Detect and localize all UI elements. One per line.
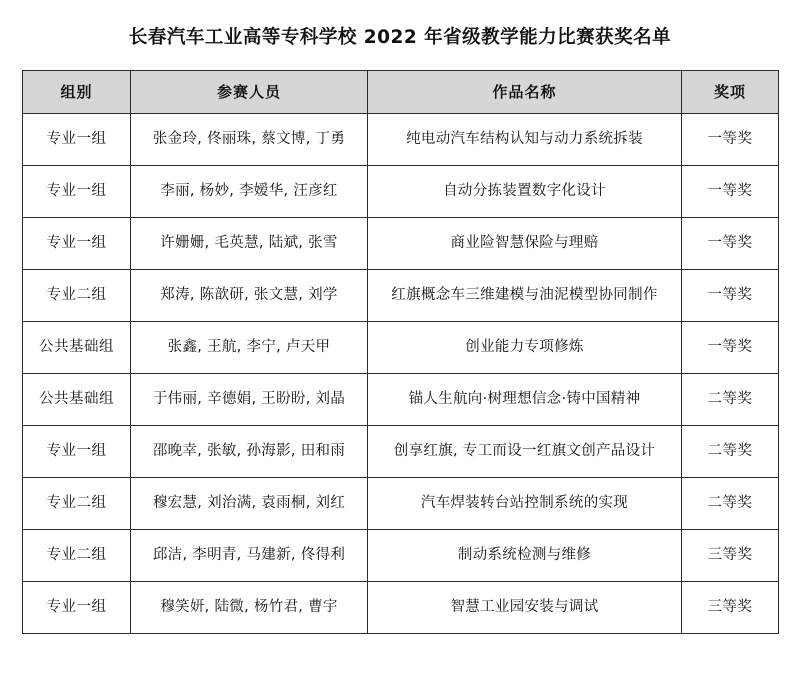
award-table <box>22 70 779 634</box>
cell-work: 纯电动汽车结构认知与动力系统拆装 <box>368 114 682 166</box>
cell-members: 邵晚幸, 张敏, 孙海影, 田和雨 <box>131 426 368 478</box>
cell-award: 一等奖 <box>682 322 779 374</box>
cell-members: 李丽, 杨妙, 李嫒华, 汪彦红 <box>131 166 368 218</box>
cell-work: 智慧工业园安装与调试 <box>368 582 682 634</box>
table-row <box>23 582 779 634</box>
column-header-award: 奖项 <box>682 71 779 114</box>
cell-group: 专业二组 <box>23 530 131 582</box>
table-row <box>23 374 779 426</box>
cell-award: 二等奖 <box>682 478 779 530</box>
table-row <box>23 322 779 374</box>
cell-group: 专业一组 <box>23 582 131 634</box>
table-row <box>23 478 779 530</box>
table-body <box>23 114 779 634</box>
table-row <box>23 426 779 478</box>
table-row <box>23 530 779 582</box>
column-header-members: 参赛人员 <box>131 71 368 114</box>
cell-group: 专业一组 <box>23 426 131 478</box>
table-row <box>23 114 779 166</box>
cell-members: 邱洁, 李明青, 马建新, 佟得利 <box>131 530 368 582</box>
cell-members: 张鑫, 王航, 李宁, 卢天甲 <box>131 322 368 374</box>
table-header-row <box>23 71 779 114</box>
cell-award: 一等奖 <box>682 166 779 218</box>
cell-group: 公共基础组 <box>23 322 131 374</box>
cell-group: 专业二组 <box>23 478 131 530</box>
cell-members: 张金玲, 佟丽珠, 蔡文博, 丁勇 <box>131 114 368 166</box>
cell-group: 公共基础组 <box>23 374 131 426</box>
cell-award: 一等奖 <box>682 218 779 270</box>
table-row <box>23 166 779 218</box>
cell-award: 二等奖 <box>682 374 779 426</box>
cell-members: 穆宏慧, 刘治满, 袁雨桐, 刘红 <box>131 478 368 530</box>
cell-award: 三等奖 <box>682 582 779 634</box>
table-row <box>23 218 779 270</box>
cell-members: 穆笑妍, 陆微, 杨竹君, 曹宇 <box>131 582 368 634</box>
cell-work: 红旗概念车三维建模与油泥模型协同制作 <box>368 270 682 322</box>
cell-work: 汽车焊装转台站控制系统的实现 <box>368 478 682 530</box>
cell-group: 专业一组 <box>23 218 131 270</box>
table-header <box>23 71 779 114</box>
cell-award: 三等奖 <box>682 530 779 582</box>
cell-group: 专业一组 <box>23 166 131 218</box>
cell-work: 自动分拣装置数字化设计 <box>368 166 682 218</box>
cell-members: 许姗姗, 毛英慧, 陆斌, 张雪 <box>131 218 368 270</box>
cell-group: 专业二组 <box>23 270 131 322</box>
cell-work: 锚人生航向·树理想信念·铸中国精神 <box>368 374 682 426</box>
column-header-group: 组别 <box>23 71 131 114</box>
cell-work: 商业险智慧保险与理赔 <box>368 218 682 270</box>
cell-award: 一等奖 <box>682 270 779 322</box>
cell-work: 制动系统检测与维修 <box>368 530 682 582</box>
column-header-work: 作品名称 <box>368 71 682 114</box>
cell-members: 郑涛, 陈歆研, 张文慧, 刘学 <box>131 270 368 322</box>
cell-work: 创业能力专项修炼 <box>368 322 682 374</box>
cell-work: 创享红旗, 专工而设一红旗文创产品设计 <box>368 426 682 478</box>
cell-members: 于伟丽, 辛德娟, 王盼盼, 刘晶 <box>131 374 368 426</box>
award-table-container <box>22 70 778 634</box>
cell-award: 一等奖 <box>682 114 779 166</box>
table-row <box>23 270 779 322</box>
page-title: 长春汽车工业高等专科学校 2022 年省级教学能力比赛获奖名单 <box>128 27 672 48</box>
cell-award: 二等奖 <box>682 426 779 478</box>
cell-group: 专业一组 <box>23 114 131 166</box>
